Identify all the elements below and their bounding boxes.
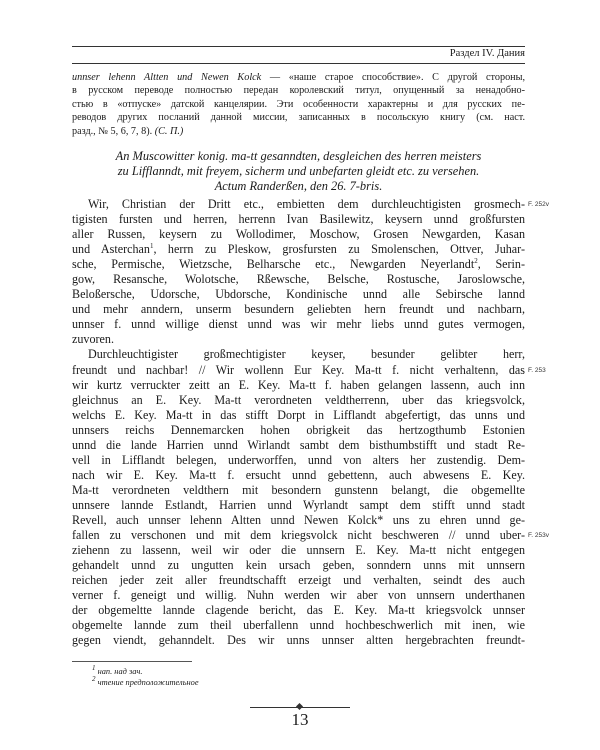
body-text: gehandelt unnd zu ungutten kein ursach geben, sonndern unns mit unnsern [72,558,525,573]
footnote [92,677,199,688]
body-line [72,242,525,257]
body-text: , herrn zu Pleskow, grosfursten zu Smolenschen, Ottver, Juhar- [153,242,525,257]
body-line [72,363,525,378]
body-line [72,543,525,558]
folio-note: F. 252v [528,201,549,208]
body-line [72,633,525,648]
commentary-segment: стью в «отпуске» датской канцелярии. Эти особенности характерны и для русских пе- [72,98,525,110]
commentary-segment: (С. П.) [154,125,184,137]
commentary-line [72,71,525,84]
body-text: aller Russen, keysern zu Wollodimer, Moschow, Grosen Newgarden, Kasan [72,227,525,242]
body-text: fallen zu verschonen und mit dem kriegsvolck nicht beschweren // unnd uber- [72,528,525,543]
body-line [72,573,525,588]
body-text: unnd die lande Harrien unnd Wirlandt sambt dem bisthumbstifft und stadt Re- [72,437,525,452]
body-line [72,603,525,618]
body-text: Beloßersche, Udorsche, Ubdorsche, Kondinische unnd alle Sebirsche lannd [72,287,525,302]
body-line [72,257,525,272]
body-text: ziehenn zu lassenn, weil wir oder die unnsern E. Key. Ma-tt nicht entgegen [72,543,525,558]
heading-line: An Muscowitter konig. ma-tt gesanndten, desgleichen des herren meisters [115,149,482,163]
body-line [72,393,525,408]
folio-note: F. 253 [528,366,546,374]
footnote-marker: 1 [149,242,154,251]
footnote [92,666,199,677]
page-number-ornament [296,703,303,710]
body-line [72,618,525,633]
body-line [72,317,525,332]
body-text: gegen viendt, gehanndelt. Des wir unns unnser altten hergebrachten freundt- [72,633,525,648]
body-text: gow, Resansche, Wolotsche, Rßewsche, Belsche, Rostusche, Jaroslowsche, [72,272,525,287]
heading-line: zu Lifflanndt, mit freyem, sicherm und unbefarten gleidt etc. zu versehen. [117,164,480,178]
header-rule-bottom [72,63,525,64]
body-line [72,347,525,362]
body-line [72,513,525,528]
body-line [72,453,525,468]
heading-line: Actum Randerßen, den 26. 7-bris. [214,179,383,193]
body-line [72,302,525,317]
body-text: gleichnus an E. Key. Ma-tt verordneten veldtherrenn, uber das kriegsvolck, [72,392,525,407]
commentary-segment: разд., № 5, 6, 7, 8). [72,125,155,137]
body-line [72,423,525,438]
footnote-number: 1 [92,664,96,673]
commentary-line [72,111,525,124]
body-text: sche, Permische, Wietzsche, Belharsche etc., Newgarden Neyerlandt [72,257,475,272]
running-header: Раздел IV. Дания [449,48,525,59]
commentary-line [72,125,525,138]
body-text: verner f. geneigt und willig. Nuhn werden wir aber von unnsern underthanen [72,588,525,603]
body-line [72,332,525,347]
body-line [72,197,525,212]
body-line [72,468,525,483]
header-rule-top [72,46,525,47]
body-text: unnsere lannde Estlandt, Harrien unnd Wyrlandt sampt dem stifft unnd stadt [72,497,525,512]
body-line [72,272,525,287]
commentary-line [72,98,525,111]
body-text: nach wir E. Key. Ma-tt f. ersucht unnd gebettenn, auch abwesens E. Key. [72,467,525,482]
body-line [72,498,525,513]
commentary-paragraph [72,71,525,138]
commentary-segment: unnser lehenn Altten und Newen Kolck [72,72,262,83]
body-text: vell in Lifflandt belegen, underworffen, unnd von alters her zustendig. Dem- [72,452,525,467]
body-text: Revell, auch unnser lehenn Altten unnd Newen Kolck* uns zu ehren unnd ge- [72,512,525,527]
body-text: wir kurtz verruckter zeitt an E. Key. Ma-tt f. haben gelangen lassenn, auch inn [72,377,525,392]
body-text: reichen jeder zeit aller freundtschafft erzeigt und verhalten, seindt des auch [72,573,525,588]
page-number: 13 [291,710,309,729]
body-text: unnser f. unnd willige dienst unnd was wir mehr liebs unnd gutes vermogen, [72,317,525,332]
body-text: unnsers reichs Dennemarcken hohen obrigkeit das hertzogthumb Estonien [72,422,525,437]
folio-note: F. 253v [528,532,549,540]
body-text: , Serin- [477,257,525,272]
body-text: Wir, Christian der Dritt etc., embietten dem durchleuchtigisten grosmech- [88,197,525,211]
body-line [72,378,525,393]
body-line [72,438,525,453]
document-heading [72,149,525,194]
body-line [72,287,525,302]
body-text: und Asterchan [72,242,150,257]
footnote-number: 2 [92,675,96,684]
footnote-marker: 2 [474,257,478,266]
commentary-segment: в русском переводе полностью передан королевский титул, опущенный за ненадобно- [72,85,525,97]
commentary-line [72,84,525,97]
document-body [72,197,525,648]
body-text: und mehr anndern, unserm besundern geliebten hern freundt und nachbarn, [72,302,525,317]
body-text: tigisten fursten und herren, herrenn Ivan Basilewitz, keysern unnd großfursten [72,212,525,227]
body-text: Durchleuchtigister großmechtigister keyser, besunder gelibter herr, [88,347,525,362]
body-text: zuvoren. [72,332,114,347]
footnote-rule [72,661,192,662]
body-line [72,408,525,423]
body-text: freundt und nachbar! // Wir wollenn Eur Key. Ma-tt f. nicht verhaltenn, das [72,362,525,377]
body-line [72,227,525,242]
footnotes [92,666,199,688]
body-text: Ma-tt verordneten veldthern mit besondern gunstenn belangt, die obgemellte [72,482,525,497]
body-line [72,483,525,498]
body-line [72,528,525,543]
body-text: obgemelte lannde zum theil uberfallenn unnd hochbeschwerlich mit inen, wie [72,618,525,633]
body-line [72,212,525,227]
body-line [72,558,525,573]
body-text: der obgemeltte lannde clagende bericht, das E. Key. Ma-tt kriegsvolck unnser [72,603,525,618]
body-text: welchs E. Key. Ma-tt in das stifft Dorpt in Lifflandt abgefertigt, das unns und [72,407,525,422]
body-line [72,588,525,603]
commentary-segment: — «наше старое способствие». С другой стороны, [261,72,526,83]
commentary-segment: реводов других посланий данной миссии, записанных в посольскую книгу (см. наст. [72,112,525,124]
footnote-text: чтение предположительное [95,678,199,687]
footnote-text: нап. над зач. [95,667,143,676]
